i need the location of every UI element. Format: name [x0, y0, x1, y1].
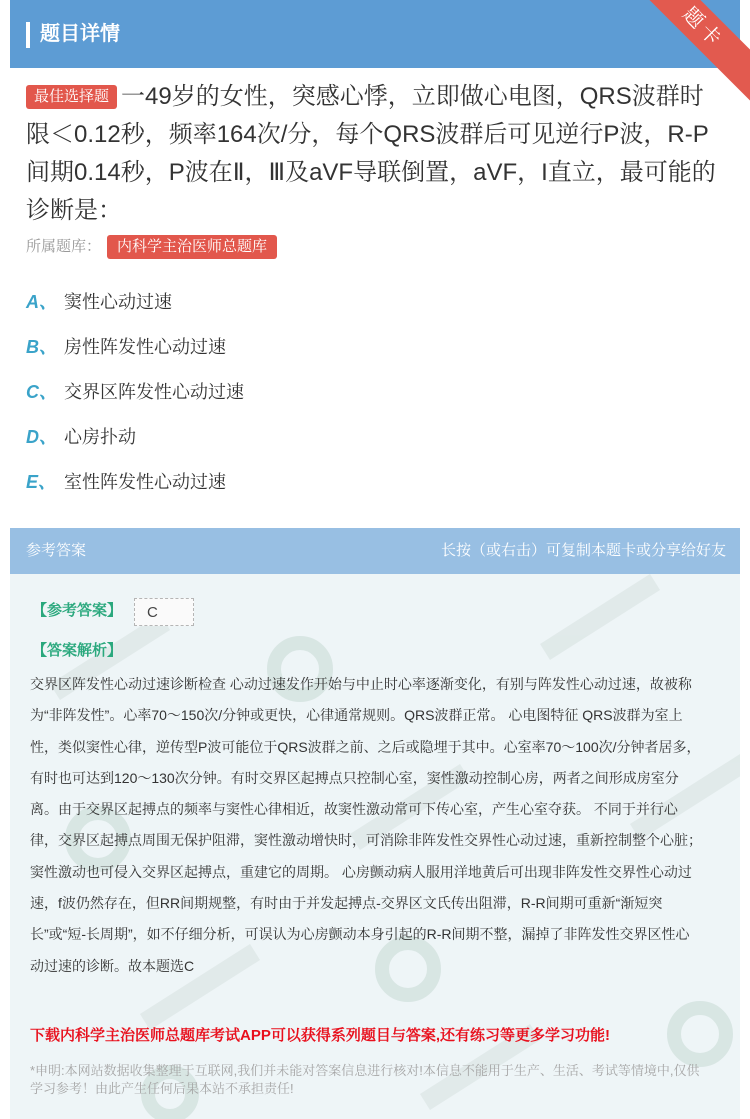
option-text: 室性阵发性心动过速 — [64, 472, 226, 492]
question-stem — [26, 78, 726, 230]
option-text: 房性阵发性心动过速 — [64, 337, 226, 357]
option-text: 交界区阵发性心动过速 — [64, 382, 244, 402]
question-text: 一49岁的女性，突感心悸，立即做心电图，QRS波群时限＜0.12秒，频率164次/分，每个QRS波群后可见逆行P波，R-P间期0.14秒，P波在Ⅱ，Ⅲ及aVF导联倒置，aVF，I直立，最可能的诊断是： — [26, 83, 716, 224]
option-a[interactable] — [26, 287, 172, 317]
analysis-text: 交界区阵发性心动过速诊断检查 心动过速发作开始与中止时心率逐渐变化，有别与阵发性心动过速，故被称为“非阵发性”。心率70～150次/分钟或更快，心律通常规则。QRS波群正常。 心电图特征 QRS波群为室上性，类似窦性心律，逆传型P波可能位于QRS波群之前、之后或隐埋于其中。心室率70～100次/分钟者居多，有时也可达到120～130次分钟。有时交界区起搏点只控制心室，窦性激动控制心房，两者之间形成房室分离。由于交界区起搏点的频率与窦性心律相近，故窦性激动常可下传心室，产生心室夺获。 不同于并行心律，交界区起搏点周围无保护阻滞，窦性激动增快时，可消除非阵发性交界性心动过速，重新控制整个心脏；窦性激动也可侵入交界区起搏点，重建它的周期。 心房颤动病人服用洋地黄后可出现非阵发性交界性心动过速，f波仍然存在，但RR间期规整，有时由于并发起搏点-交界区文氏传出阻滞，R-R间期可重新“渐短突长”或“短-长周期”，如不仔细分析，可误认为心房颤动本身引起的R-R间期不整，漏掉了非阵发性交界区性心动过速的诊断。故本题选C — [30, 676, 702, 974]
page-header — [10, 0, 740, 68]
page-title: 题目详情 — [40, 23, 120, 45]
option-text: 窦性心动过速 — [64, 292, 172, 312]
option-letter: D、 — [26, 427, 57, 447]
analysis-label: 【答案解析】 — [32, 642, 123, 659]
option-letter: B、 — [26, 337, 57, 357]
header-accent-bar — [26, 22, 30, 48]
share-hint: 长按（或右击）可复制本题卡或分享给好友 — [440, 542, 726, 559]
option-letter: E、 — [26, 472, 57, 492]
option-letter: C、 — [26, 382, 57, 402]
question-source — [26, 234, 277, 260]
option-letter: A、 — [26, 292, 57, 312]
download-app-promo[interactable]: 下载内科学主治医师总题库考试APP可以获得系列题目与答案,还有练习等更多学习功能! — [30, 1027, 611, 1044]
source-tag[interactable]: 内科学主治医师总题库 — [107, 235, 277, 259]
question-type-badge: 最佳选择题 — [26, 85, 117, 109]
answer-header-title: 参考答案 — [26, 542, 87, 559]
reference-answer-value: C — [134, 598, 194, 626]
source-label: 所属题库： — [26, 238, 102, 255]
option-text: 心房扑动 — [64, 427, 136, 447]
corner-ribbon: 题卡 — [630, 0, 750, 101]
answer-header — [10, 528, 740, 574]
answer-panel — [10, 528, 740, 1119]
disclaimer-text: *申明:本网站数据收集整理于互联网,我们并未能对答案信息进行核对!本信息不能用于生产、生活、考试等情境中,仅供学习参考！由此产生任何后果本站不承担责任! — [30, 1063, 700, 1096]
option-d[interactable] — [26, 422, 136, 452]
option-c[interactable] — [26, 377, 244, 407]
option-e[interactable] — [26, 467, 226, 497]
option-b[interactable] — [26, 332, 226, 362]
reference-answer-label: 【参考答案】 — [32, 602, 123, 619]
